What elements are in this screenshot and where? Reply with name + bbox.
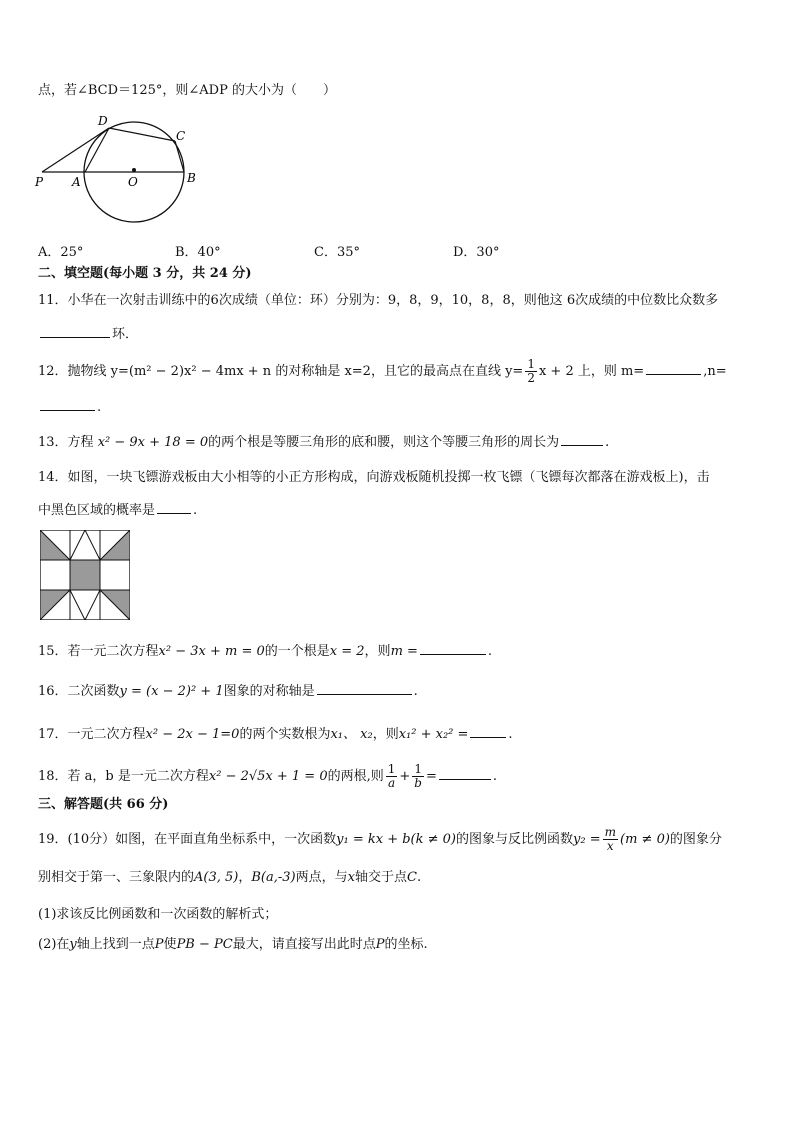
q12-text1: 12．抛物线 y=(m² − 2)x² − 4mx + n 的对称轴是 x=2，且它的最高点在直线 y= xyxy=(38,364,524,379)
q10-option-c: C．35° xyxy=(314,245,360,260)
q17-text3: ，则 xyxy=(372,727,399,742)
q19-point-p2: P xyxy=(375,937,385,952)
q18-answer-blank[interactable] xyxy=(439,765,491,780)
q15-equation: x² − 3x + m = 0 xyxy=(158,644,265,659)
q18-frac1-den: a xyxy=(387,776,396,790)
q15-line xyxy=(38,640,492,661)
q15-var: m = xyxy=(390,644,418,659)
q18-equation: x² − 2√5x + 1 = 0 xyxy=(208,769,328,784)
q11-line1: 11．小华在一次射击训练中的6次成绩（单位：环）分别为：9，8，9，10，8，8，则他这 6次成绩的中位数比众数多 xyxy=(38,293,719,308)
q19-point-p1: P xyxy=(154,937,164,952)
q12-fraction xyxy=(525,358,537,385)
q17-text2: 的两个实数根为 xyxy=(239,727,331,742)
q14-text: 中黑色区域的概率是 xyxy=(38,503,156,518)
q17-equation: x² − 2x − 1=0 xyxy=(145,727,240,742)
q13-text2: 的两个根是等腰三角形的底和腰，则这个等腰三角形的周长为 xyxy=(208,435,560,450)
label-O: O xyxy=(128,175,138,189)
label-C: C xyxy=(176,129,186,143)
q10-circle-figure xyxy=(30,110,210,225)
q19-sub1: (1)求该反比例函数和一次函数的解析式； xyxy=(38,907,278,922)
q12-text3: ,n= xyxy=(703,364,727,379)
q12-n-blank[interactable] xyxy=(40,396,95,411)
q19-point-b: B(a,-3) xyxy=(251,870,296,885)
q12-line2 xyxy=(38,396,101,417)
q18-equals: = xyxy=(425,769,437,784)
q19-sub2-text5: 的坐标. xyxy=(384,937,428,952)
q19-line2 xyxy=(38,869,421,887)
label-P: P xyxy=(35,175,44,189)
q18-text1: 18．若 a，b 是一元二次方程 xyxy=(38,769,209,784)
q19-text4: 别相交于第一、三象限内的 xyxy=(38,870,195,885)
q18-fraction-1 xyxy=(386,763,398,790)
q15-text2: 的一个根是 xyxy=(264,644,330,659)
q18-fraction-2 xyxy=(412,763,424,790)
q19-sub2-text2: 轴上找到一点 xyxy=(76,937,155,952)
q14-line2 xyxy=(38,499,197,520)
q18-frac1-num: 1 xyxy=(387,762,396,776)
q10-option-a: A．25° xyxy=(38,245,84,260)
q19-separator: ， xyxy=(238,870,252,885)
q16-line xyxy=(38,680,418,701)
q19-line1 xyxy=(38,826,722,853)
q19-fraction xyxy=(603,826,618,853)
q14-line1: 14．如图，一块飞镖游戏板由大小相等的小正方形构成，向游戏板随机投掷一枚飞镖（飞镖每次都落在游戏板上)，击 xyxy=(38,470,710,485)
q19-expression: PB − PC xyxy=(176,937,233,952)
q19-inverse-lhs: y₂ = xyxy=(573,832,601,847)
q19-inverse-condition: (m ≠ 0) xyxy=(620,832,670,847)
q12-tail: . xyxy=(97,400,102,415)
q12-m-blank[interactable] xyxy=(646,360,701,375)
q15-root: x = 2 xyxy=(329,644,365,659)
q18-line xyxy=(38,763,497,790)
q18-plus: + xyxy=(399,769,411,784)
section2-title: 二、填空题(每小题 3 分，共 24 分) xyxy=(38,266,252,281)
q19-y-var: y xyxy=(69,937,77,952)
q12-line1 xyxy=(38,358,727,385)
q16-tail: . xyxy=(413,684,418,699)
q19-sub2-text4: 最大，请直接写出此时点 xyxy=(232,937,376,952)
q18-frac2-num: 1 xyxy=(412,763,424,777)
q19-linear-function: y₁ = kx + b(k ≠ 0) xyxy=(336,832,457,847)
q19-frac-den: x xyxy=(606,839,614,853)
q19-text5: 两点，与 xyxy=(295,870,348,885)
label-A: A xyxy=(72,175,81,189)
q14-answer-blank[interactable] xyxy=(157,499,191,514)
q19-sub2-text3: 使 xyxy=(163,937,177,952)
q19-text3: 的图象分 xyxy=(669,832,722,847)
q15-tail: . xyxy=(487,644,493,659)
q13-text1: 13．方程 xyxy=(38,435,94,450)
q15-answer-blank[interactable] xyxy=(420,640,486,655)
q19-point-a: A(3, 5) xyxy=(194,870,239,885)
q10-option-d: D．30° xyxy=(453,245,500,260)
q18-frac2-den: b xyxy=(414,776,422,790)
q10-intro: 点，若∠BCD＝125°，则∠ADP 的大小为（ ） xyxy=(38,83,336,98)
q18-text2: 的两根,则 xyxy=(327,769,384,784)
q19-text1: 19．(10分）如图，在平面直角坐标系中，一次函数 xyxy=(38,832,337,847)
q11-line2 xyxy=(38,323,138,344)
q17-tail: . xyxy=(508,727,513,742)
q16-text1: 16．二次函数 xyxy=(38,684,120,699)
q10-option-b: B．40° xyxy=(175,245,221,260)
q17-roots: x₁、 x₂ xyxy=(330,727,373,742)
q15-text1: 15．若一元二次方程 xyxy=(38,644,159,659)
q12-frac-den: 2 xyxy=(527,371,535,385)
q13-line xyxy=(38,431,609,452)
section3-title: 三、解答题(共 66 分) xyxy=(38,797,169,812)
q19-text2: 的图象与反比例函数 xyxy=(456,832,574,847)
q14-dartboard-figure xyxy=(40,530,130,620)
q19-x-var: x xyxy=(347,870,355,885)
q11-answer-blank[interactable] xyxy=(40,323,110,338)
label-D: D xyxy=(98,114,108,128)
q13-answer-blank[interactable] xyxy=(561,431,603,446)
q19-sub2 xyxy=(38,936,428,954)
q15-text3: ，则 xyxy=(364,644,391,659)
q19-text6: 轴交于点 xyxy=(354,870,407,885)
q11-unit: 环． xyxy=(112,327,139,342)
q17-expression: x₁² + x₂² = xyxy=(398,727,469,742)
q12-text2: x + 2 上，则 m= xyxy=(538,364,645,379)
q13-tail: . xyxy=(605,435,610,450)
label-B: B xyxy=(187,171,196,185)
q17-text1: 17．一元二次方程 xyxy=(38,727,146,742)
q19-tail: . xyxy=(416,870,422,885)
q12-frac-num: 1 xyxy=(527,357,535,371)
q13-equation: x² − 9x + 18 = 0 xyxy=(97,435,209,450)
q18-tail: . xyxy=(492,769,498,784)
q19-frac-num: m xyxy=(604,825,617,839)
q17-answer-blank[interactable] xyxy=(470,723,506,738)
q14-tail: . xyxy=(193,503,198,518)
q16-equation: y = (x − 2)² + 1 xyxy=(119,684,224,699)
q16-text2: 图象的对称轴是 xyxy=(223,684,315,699)
q19-sub2-text1: (2)在 xyxy=(38,937,70,952)
q19-point-c: C xyxy=(407,870,417,885)
q17-line xyxy=(38,723,513,744)
q16-answer-blank[interactable] xyxy=(317,680,412,695)
